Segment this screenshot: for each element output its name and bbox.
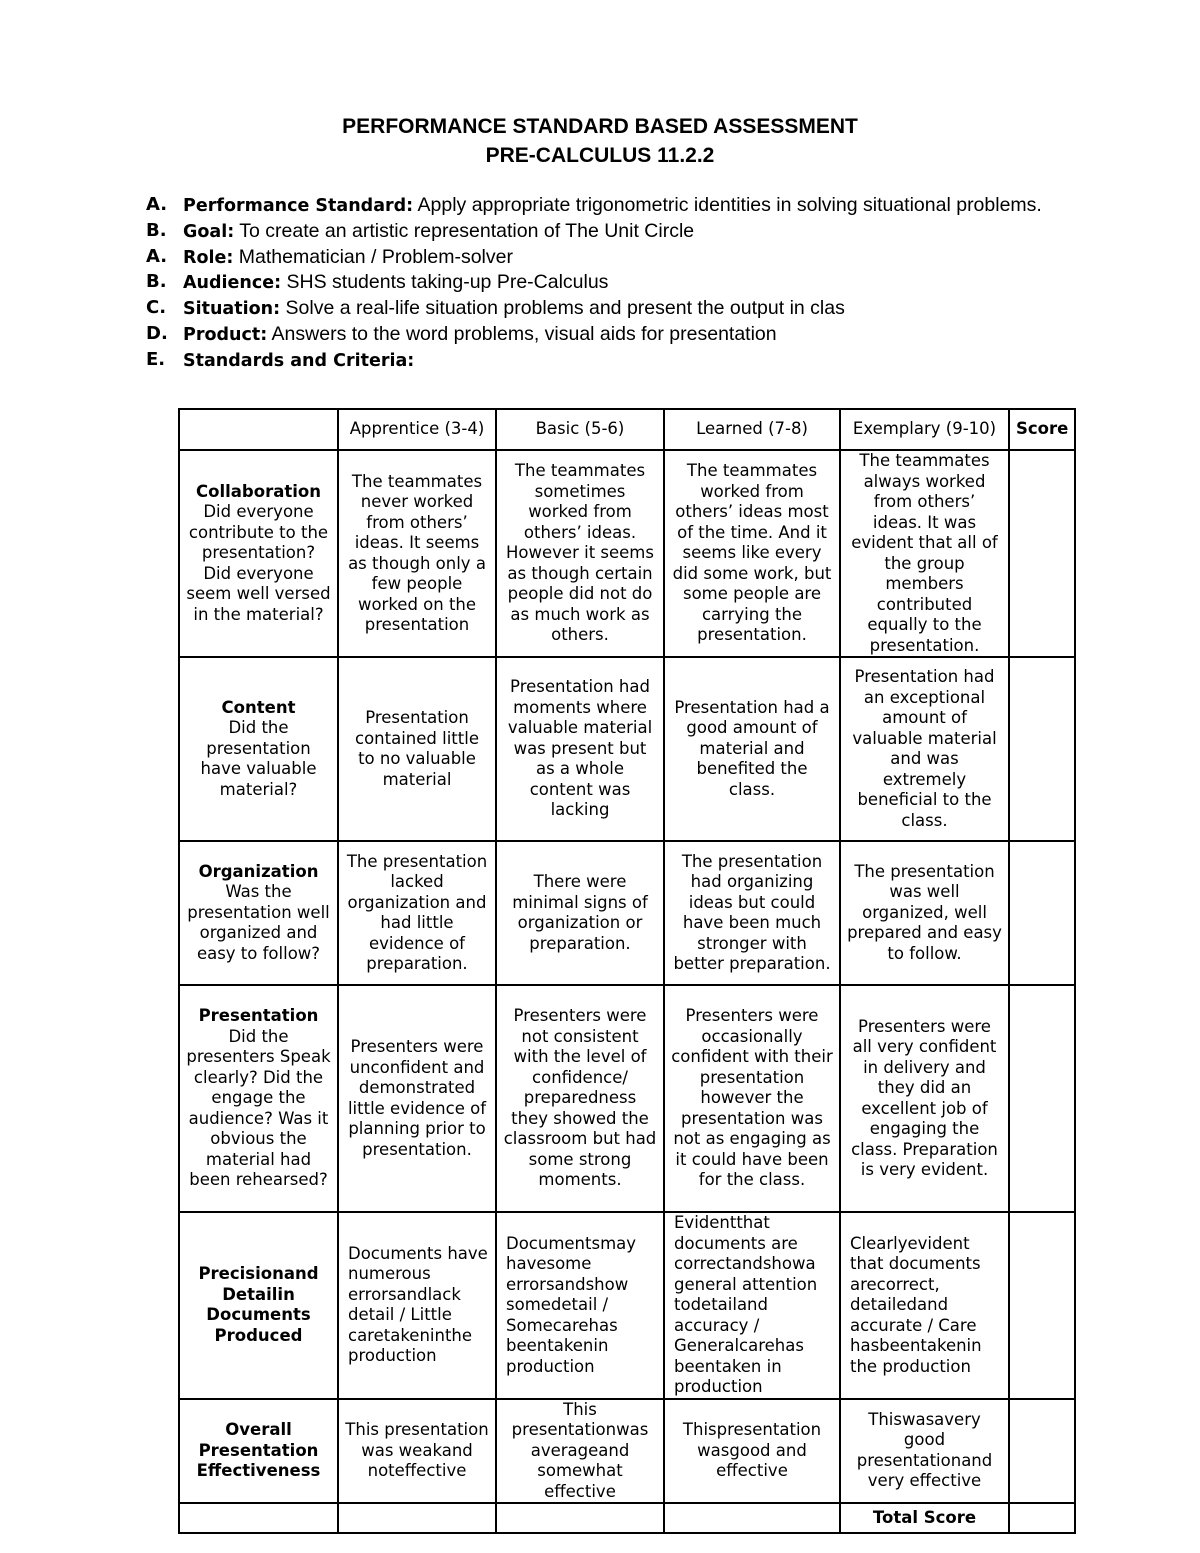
- rubric-cell: Presentation had an exceptional amount of valuable material and was extremely beneficial to the class.: [840, 657, 1009, 841]
- rubric-cell: The presentation lacked organization and had little evidence of preparation.: [338, 841, 496, 985]
- item-label: Performance Standard:: [183, 196, 414, 216]
- score-cell[interactable]: [1009, 1212, 1075, 1399]
- rubric-cell: Presenters were occasionally confident with their presentation however the presentation was not as engaging as it could have been for the class.: [664, 985, 840, 1212]
- list-item: [146, 193, 1046, 219]
- rubric-cell: The teammates never worked from others’ ideas. It seems as though only a few people worked on the presentation: [338, 450, 496, 657]
- criterion-question: Did everyone contribute to the presentation? Did everyone seem well versed in the material?: [186, 502, 331, 624]
- rubric-cell: Presenters were not consistent with the level of confidence/ preparedness they showed the classroom but had some strong moments.: [496, 985, 664, 1212]
- criterion-name: Organization: [198, 861, 319, 881]
- page-title: PERFORMANCE STANDARD BASED ASSESSMENT: [342, 115, 858, 138]
- criterion-cell: [179, 657, 338, 841]
- empty-cell: [338, 1503, 496, 1533]
- score-cell[interactable]: [1009, 841, 1075, 985]
- criterion-cell: [179, 841, 338, 985]
- criterion-cell: Overall Presentation Effectiveness: [179, 1399, 338, 1504]
- criterion-name: Collaboration: [196, 481, 321, 501]
- rubric-cell: There were minimal signs of organization or preparation.: [496, 841, 664, 985]
- item-letter: E.: [146, 348, 166, 370]
- item-label: Audience:: [183, 273, 282, 294]
- item-label: Product:: [183, 324, 268, 345]
- header-apprentice: Apprentice (3-4): [338, 409, 496, 450]
- total-score-cell[interactable]: [1009, 1503, 1075, 1533]
- criterion-name: Presentation: [198, 1006, 319, 1026]
- item-letter: B.: [146, 219, 167, 241]
- header-learned: Learned (7-8): [664, 409, 840, 450]
- rubric-cell: This presentationwas averageand somewhat effective: [496, 1399, 664, 1504]
- total-score-label: Total Score: [840, 1503, 1009, 1533]
- rubric-cell: Presentation had a good amount of material and benefited the class.: [664, 657, 840, 841]
- table-header-row: [179, 409, 1075, 450]
- score-cell[interactable]: [1009, 657, 1075, 841]
- item-text: Mathematician / Problem-solver: [238, 245, 513, 268]
- table-row: [179, 1212, 1075, 1399]
- rubric-cell: Thiswasavery good presentationand very effective: [840, 1399, 1009, 1504]
- rubric-cell: Presenters were unconfident and demonstrated little evidence of planning prior to presentation.: [338, 985, 496, 1212]
- criterion-question: Was the presentation well organized and easy to follow?: [187, 882, 330, 963]
- item-letter: A.: [146, 194, 168, 215]
- score-cell[interactable]: [1009, 985, 1075, 1212]
- list-item: [146, 219, 1046, 245]
- item-text: To create an artistic representation of The Unit Circle: [239, 219, 695, 242]
- header-score: Score: [1009, 409, 1075, 450]
- empty-cell: [179, 1503, 338, 1533]
- item-letter: B.: [146, 271, 167, 293]
- item-label: Goal:: [183, 221, 235, 242]
- list-item: [146, 348, 1046, 374]
- rubric-cell: Documents have numerous errorsandlack detail / Little caretakeninthe production: [338, 1212, 496, 1399]
- table-row: [179, 985, 1075, 1212]
- item-text: SHS students taking-up Pre-Calculus: [286, 271, 609, 294]
- header-exemplary: Exemplary (9-10): [840, 409, 1009, 450]
- table-row: [179, 450, 1075, 657]
- score-cell[interactable]: [1009, 1399, 1075, 1504]
- item-label: Role:: [183, 247, 234, 268]
- rubric-cell: Evidentthat documents are correctandshowa general attention todetailand accuracy / Generalcarehas beentaken in production: [664, 1212, 840, 1399]
- assessment-items: [146, 193, 1046, 374]
- list-item: [146, 270, 1046, 296]
- item-label: Situation:: [183, 299, 281, 320]
- rubric-cell: This presentation was weakand noteffective: [338, 1399, 496, 1504]
- item-label: Standards and Criteria:: [183, 350, 415, 371]
- empty-cell: [664, 1503, 840, 1533]
- score-cell[interactable]: [1009, 450, 1075, 657]
- rubric-table: [178, 408, 1076, 1534]
- criterion-cell: Precisionand Detailin Documents Produced: [179, 1212, 338, 1399]
- rubric-cell: Thispresentation wasgood and effective: [664, 1399, 840, 1504]
- list-item: [146, 296, 1046, 322]
- list-item: [146, 245, 1046, 271]
- rubric-cell: The presentation had organizing ideas but could have been much stronger with better preparation.: [664, 841, 840, 985]
- item-text: Apply appropriate trigonometric identities in solving situational problems.: [417, 194, 1042, 216]
- criterion-name: Content: [221, 697, 296, 717]
- rubric-cell: Presenters were all very confident in delivery and they did an excellent job of engaging the class. Preparation is very evident.: [840, 985, 1009, 1212]
- rubric-cell: Presentation had moments where valuable material was present but as a whole content was lacking: [496, 657, 664, 841]
- rubric-cell: The teammates sometimes worked from others’ ideas. However it seems as though certain people did not do as much work as others.: [496, 450, 664, 657]
- table-row: [179, 1399, 1075, 1504]
- rubric-cell: The teammates always worked from others’ ideas. It was evident that all of the group members contributed equally to the presentation.: [840, 450, 1009, 657]
- header-basic: Basic (5-6): [496, 409, 664, 450]
- item-letter: D.: [146, 322, 168, 344]
- item-letter: A.: [146, 245, 168, 267]
- list-item: [146, 322, 1046, 348]
- criterion-cell: [179, 985, 338, 1212]
- rubric-cell: The teammates worked from others’ ideas most of the time. And it seems like every did some work, but some people are carrying the presentation.: [664, 450, 840, 657]
- rubric-cell: Documentsmay havesome errorsandshow somedetail / Somecarehas beentakenin production: [496, 1212, 664, 1399]
- criterion-question: Did the presenters Speak clearly? Did the engage the audience? Was it obvious the material had been rehearsed?: [186, 1026, 331, 1190]
- header-cell-empty: [179, 409, 338, 450]
- table-row: [179, 841, 1075, 985]
- rubric-cell: The presentation was well organized, well prepared and easy to follow.: [840, 841, 1009, 985]
- page-subtitle: PRE-CALCULUS 11.2.2: [485, 144, 715, 167]
- rubric-cell: Presentation contained little to no valuable material: [338, 657, 496, 841]
- total-row: [179, 1503, 1075, 1533]
- table-row: [179, 657, 1075, 841]
- item-text: Solve a real-life situation problems and present the output in clas: [285, 297, 845, 320]
- item-text: Answers to the word problems, visual aids for presentation: [271, 322, 777, 345]
- criterion-question: Did the presentation have valuable material?: [200, 718, 317, 799]
- criterion-cell: [179, 450, 338, 657]
- empty-cell: [496, 1503, 664, 1533]
- item-letter: C.: [146, 297, 167, 319]
- rubric-cell: Clearlyevident that documents arecorrect, detailedand accurate / Care hasbeentakenin the production: [840, 1212, 1009, 1399]
